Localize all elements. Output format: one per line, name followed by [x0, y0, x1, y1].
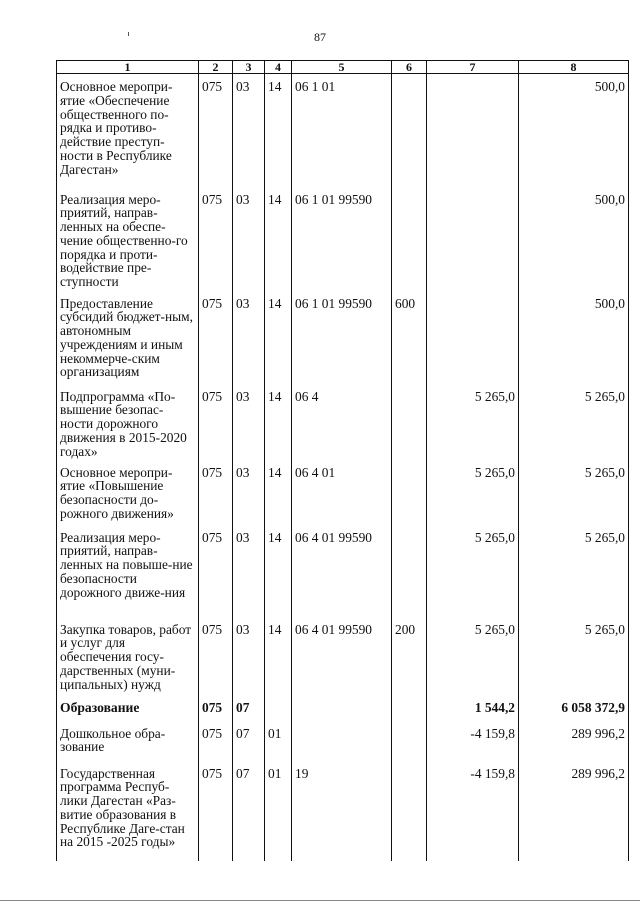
cell-expense-type	[392, 187, 427, 291]
cell-section: 07	[233, 721, 265, 761]
cell-total: 289 996,2	[519, 761, 629, 861]
table-row	[57, 74, 629, 187]
cell-subsection: 14	[265, 74, 292, 187]
table-row	[57, 291, 629, 384]
cell-change	[427, 187, 519, 291]
cell-section: 07	[233, 695, 265, 721]
cell-total: 5 265,0	[519, 384, 629, 460]
cell-target: 06 4	[292, 384, 392, 460]
cell-change: 5 265,0	[427, 525, 519, 617]
scan-edge-line	[0, 900, 640, 901]
cell-change: 1 544,2	[427, 695, 519, 721]
row-name: Основное меропри-ятие «Повышение безопасности до-рожного движения»	[57, 460, 199, 525]
cell-target	[292, 695, 392, 721]
cell-total: 500,0	[519, 74, 629, 187]
cell-section: 07	[233, 761, 265, 861]
cell-total: 500,0	[519, 187, 629, 291]
cell-subsection	[265, 695, 292, 721]
cell-expense-type	[392, 525, 427, 617]
row-name: Дошкольное обра-зование	[57, 721, 199, 761]
cell-expense-type	[392, 460, 427, 525]
col-header: 1	[57, 61, 199, 74]
cell-total: 5 265,0	[519, 525, 629, 617]
cell-ministry: 075	[199, 460, 233, 525]
table-row	[57, 384, 629, 460]
cell-expense-type	[392, 384, 427, 460]
cell-ministry: 075	[199, 721, 233, 761]
col-header: 7	[427, 61, 519, 74]
cell-section: 03	[233, 74, 265, 187]
table-row	[57, 187, 629, 291]
cell-ministry: 075	[199, 761, 233, 861]
cell-change: -4 159,8	[427, 721, 519, 761]
cell-subsection: 14	[265, 187, 292, 291]
table-row	[57, 460, 629, 525]
col-header: 2	[199, 61, 233, 74]
cell-expense-type: 600	[392, 291, 427, 384]
cell-section: 03	[233, 460, 265, 525]
cell-target: 06 4 01 99590	[292, 617, 392, 695]
cell-target: 06 4 01 99590	[292, 525, 392, 617]
cell-ministry: 075	[199, 74, 233, 187]
cell-subsection: 01	[265, 721, 292, 761]
cell-ministry: 075	[199, 187, 233, 291]
budget-table	[56, 60, 629, 861]
cell-target: 06 1 01	[292, 74, 392, 187]
table-row	[57, 761, 629, 861]
cell-change: 5 265,0	[427, 617, 519, 695]
cell-subsection: 14	[265, 460, 292, 525]
cell-change: -4 159,8	[427, 761, 519, 861]
col-header: 8	[519, 61, 629, 74]
row-name: Государственная программа Респуб-лики Дагестан «Раз-витие образования в Республике Даге-стан на 2015 -2025 годы»	[57, 761, 199, 861]
cell-total: 5 265,0	[519, 617, 629, 695]
page-number: 87	[314, 30, 326, 44]
cell-subsection: 01	[265, 761, 292, 861]
cell-target: 19	[292, 761, 392, 861]
cell-subsection: 14	[265, 525, 292, 617]
row-name: Подпрограмма «По-вышение безопас-ности дорожного движения в 2015-2020 годах»	[57, 384, 199, 460]
cell-ministry: 075	[199, 525, 233, 617]
cell-target	[292, 721, 392, 761]
cell-ministry: 075	[199, 695, 233, 721]
row-name: Предоставление субсидий бюджет-ным, автономным учреждениям и иным некоммерче-ским организациям	[57, 291, 199, 384]
cell-section: 03	[233, 291, 265, 384]
cell-total: 500,0	[519, 291, 629, 384]
cell-change	[427, 291, 519, 384]
header-row	[57, 61, 629, 74]
cell-total: 5 265,0	[519, 460, 629, 525]
cell-change: 5 265,0	[427, 384, 519, 460]
cell-section: 03	[233, 525, 265, 617]
cell-expense-type	[392, 721, 427, 761]
cell-target: 06 4 01	[292, 460, 392, 525]
cell-section: 03	[233, 384, 265, 460]
table-row-section	[57, 695, 629, 721]
row-name: Образование	[57, 695, 199, 721]
cell-change: 5 265,0	[427, 460, 519, 525]
row-name: Реализация меро-приятий, направ-ленных на повыше-ние безопасности дорожного движе-ния	[57, 525, 199, 617]
cell-ministry: 075	[199, 291, 233, 384]
row-name: Реализация меро-приятий, направ-ленных на обеспе-чение общественно-го порядка и проти-водействие пре-ступности	[57, 187, 199, 291]
table-row	[57, 721, 629, 761]
row-name: Основное меропри-ятие «Обеспечение общественного по-рядка и противо-действие преступ-ности в Республике Дагестан»	[57, 74, 199, 187]
cell-ministry: 075	[199, 617, 233, 695]
cell-section: 03	[233, 187, 265, 291]
cell-target: 06 1 01 99590	[292, 291, 392, 384]
cell-change	[427, 74, 519, 187]
cell-ministry: 075	[199, 384, 233, 460]
cell-subsection: 14	[265, 291, 292, 384]
table-row	[57, 617, 629, 695]
cell-expense-type	[392, 74, 427, 187]
col-header: 5	[292, 61, 392, 74]
cell-subsection: 14	[265, 617, 292, 695]
cell-total: 289 996,2	[519, 721, 629, 761]
row-name: Закупка товаров, работ и услуг для обеспечения госу-дарственных (муни-ципальных) нужд	[57, 617, 199, 695]
col-header: 3	[233, 61, 265, 74]
table-row	[57, 525, 629, 617]
col-header: 4	[265, 61, 292, 74]
cell-total: 6 058 372,9	[519, 695, 629, 721]
cell-target: 06 1 01 99590	[292, 187, 392, 291]
cell-section: 03	[233, 617, 265, 695]
col-header: 6	[392, 61, 427, 74]
cell-expense-type: 200	[392, 617, 427, 695]
cell-subsection: 14	[265, 384, 292, 460]
scan-mark	[128, 32, 129, 36]
cell-expense-type	[392, 695, 427, 721]
cell-expense-type	[392, 761, 427, 861]
